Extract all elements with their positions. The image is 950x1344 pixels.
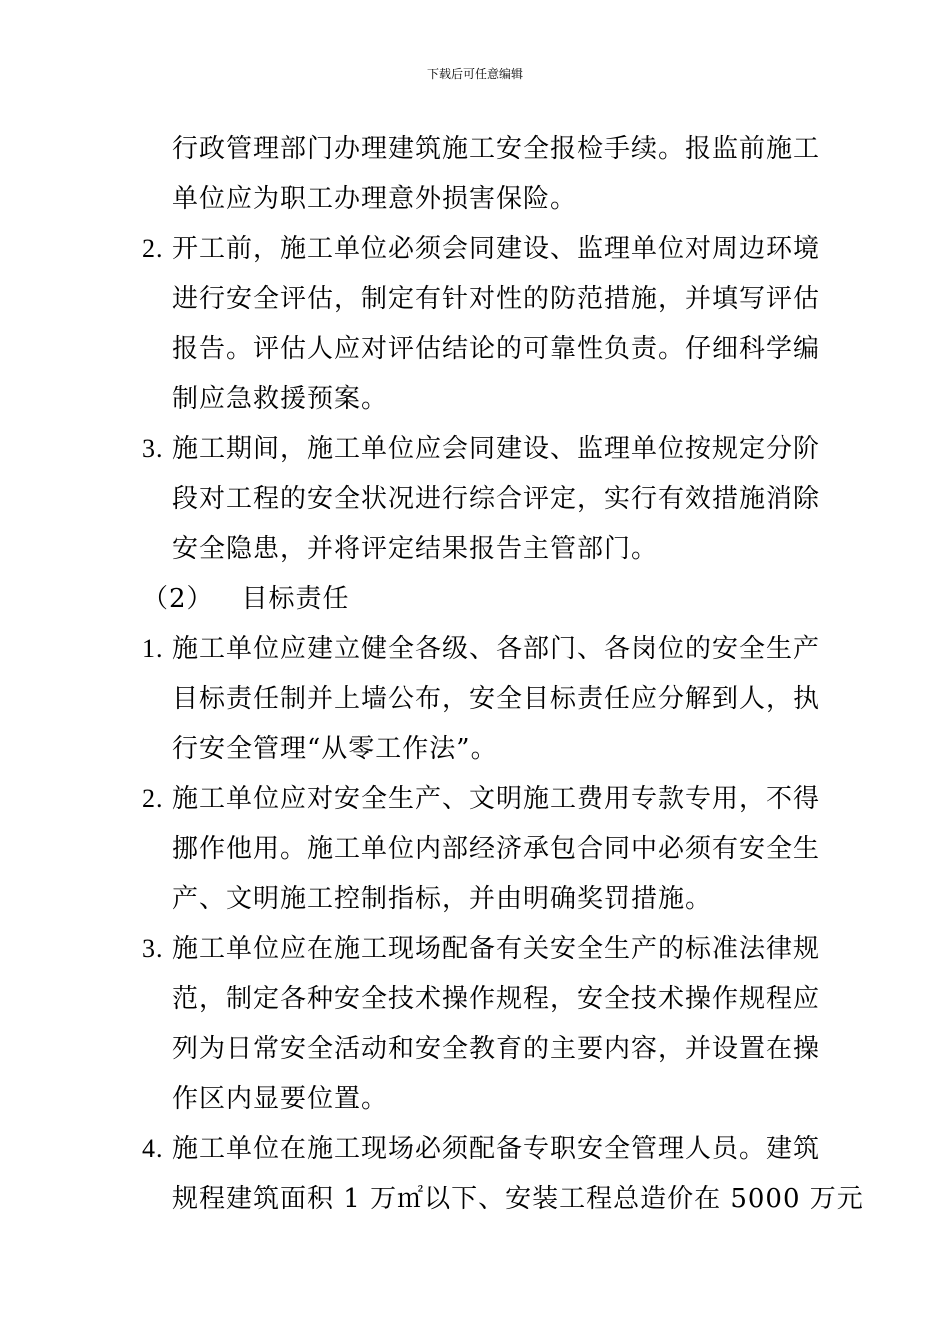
list-item [0,924,950,974]
line-text: 行政管理部门办理建筑施工安全报检手续。报监前施工 [172,134,821,164]
line-text: 列为日常安全活动和安全教育的主要内容，并设置在操 [172,1034,821,1064]
line-text: 挪作他用。施工单位内部经济承包合同中必须有安全生 [172,834,821,864]
line-text: 规程建筑面积 1 万㎡以下、安装工程总造价在 5000 万元 [172,1184,864,1214]
line-text: 安全隐患，并将评定结果报告主管部门。 [172,534,659,564]
paragraph-line [0,274,950,324]
list-item [0,1124,950,1174]
paragraph-line [0,124,950,174]
line-text: 范，制定各种安全技术操作规程，安全技术操作规程应 [172,984,821,1014]
line-text: 施工单位应建立健全各级、各部门、各岗位的安全生产 [172,634,821,664]
paragraph-line [0,524,950,574]
line-text: 产、文明施工控制指标，并由明确奖罚措施。 [172,884,713,914]
list-number: 2. [142,784,164,813]
paragraph-line [0,1174,950,1224]
paragraph-line [0,874,950,924]
paragraph-line [0,824,950,874]
line-text: 目标责任制并上墙公布，安全目标责任应分解到人，执 [172,684,821,714]
list-item [0,224,950,274]
list-item [0,424,950,474]
line-text: 施工单位应对安全生产、文明施工费用专款专用，不得 [172,784,821,814]
line-text: 制应急救援预案。 [172,384,389,414]
list-item [0,624,950,674]
section-title: 目标责任 [241,584,350,614]
line-text: 施工单位应在施工现场配备有关安全生产的标准法律规 [172,934,821,964]
paragraph-line [0,724,950,774]
section-heading [0,574,950,624]
paragraph-line [0,324,950,374]
list-number: 3. [142,434,164,463]
line-text: 段对工程的安全状况进行综合评定，实行有效措施消除 [172,484,821,514]
paragraph-line [0,374,950,424]
line-text: 开工前，施工单位必须会同建设、监理单位对周边环境 [172,234,821,264]
paragraph-line [0,1024,950,1074]
line-text: 进行安全评估，制定有针对性的防范措施，并填写评估 [172,284,821,314]
line-text: 报告。评估人应对评估结论的可靠性负责。仔细科学编 [172,334,821,364]
paragraph-line [0,174,950,224]
page-header: 下载后可任意编辑 [426,67,523,81]
section-heading-text [142,574,350,624]
paragraph-line [0,474,950,524]
list-number: 2. [142,234,164,263]
list-item [0,774,950,824]
line-text: 行安全管理“从零工作法”。 [172,734,498,764]
list-number: 3. [142,934,164,963]
paragraph-line [0,1074,950,1124]
line-text: 单位应为职工办理意外损害保险。 [172,184,578,214]
list-number: 1. [142,634,164,663]
section-number: （2） [142,584,214,614]
paragraph-line [0,674,950,724]
list-number: 4. [142,1134,164,1163]
line-text: 作区内显要位置。 [172,1084,389,1114]
line-text: 施工期间，施工单位应会同建设、监理单位按规定分阶 [172,434,821,464]
line-text: 施工单位在施工现场必须配备专职安全管理人员。建筑 [172,1134,821,1164]
paragraph-line [0,974,950,1024]
